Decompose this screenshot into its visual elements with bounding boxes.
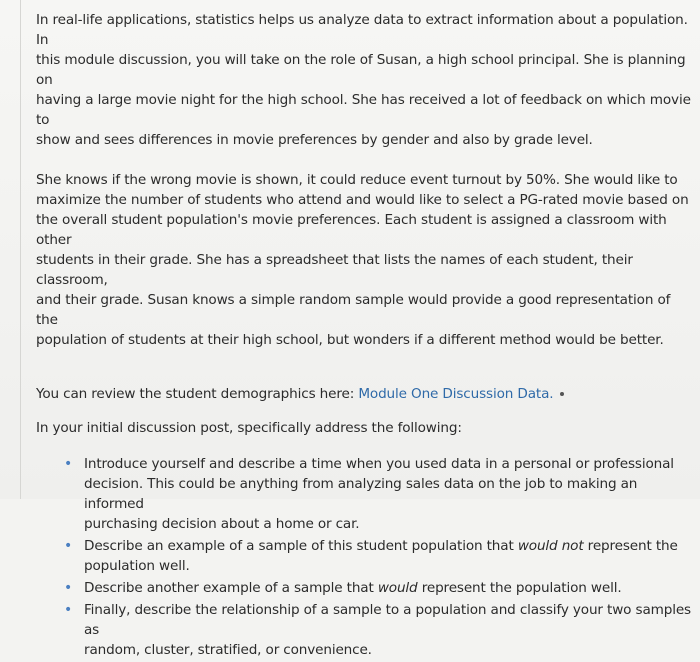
list-item	[64, 600, 696, 660]
cursor-mark	[560, 392, 564, 396]
scenario-paragraph: She knows if the wrong movie is shown, it could reduce event turnout by 50%. She would like to maximize the number of students who attend and would like to select a PG-rated movie based on the overall student population's movie preferences. Each student is assigned a classroom with other students in their grade. She has a spreadsheet that lists the names of each student, their classroom, and their grade. Susan knows a simple random sample would provide a good representation of the population of students at their high school, but wonders if a different method would be better.	[36, 172, 689, 348]
left-divider	[20, 0, 21, 499]
intro-paragraph: In real-life applications, statistics helps us analyze data to extract information about a population. In this module discussion, you will take on the role of Susan, a high school principal. She is planning on having a large movie night for the high school. She has received a lot of feedback on which movie to show and sees differences in movie preferences by gender and also by grade level.	[36, 12, 691, 148]
list-item	[64, 578, 696, 598]
bullet-icon: •	[64, 456, 73, 472]
requirements-list	[36, 454, 696, 660]
list-item-text: Describe another example of a sample that would represent the population well.	[84, 580, 622, 596]
list-item-text: Finally, describe the relationship of a sample to a population and classify your two samples as random, cluster, stratified, or convenience.	[84, 602, 691, 658]
list-item-text: Describe an example of a sample of this student population that would not represent the population well.	[84, 538, 678, 574]
list-item	[64, 454, 696, 534]
discussion-prompt	[36, 10, 696, 662]
instructions-intro: In your initial discussion post, specifically address the following:	[36, 420, 462, 436]
list-item-text: Introduce yourself and describe a time when you used data in a personal or professional decision. This could be anything from analyzing sales data on the job to making an informed purchasing decision about a home or car.	[84, 456, 674, 532]
list-item	[64, 536, 696, 576]
review-prefix: You can review the student demographics here:	[36, 386, 359, 402]
bullet-icon: •	[64, 538, 73, 554]
review-line	[36, 364, 696, 404]
bullet-icon: •	[64, 602, 73, 618]
bullet-icon: •	[64, 580, 73, 596]
module-data-link[interactable]: Module One Discussion Data.	[358, 386, 554, 402]
